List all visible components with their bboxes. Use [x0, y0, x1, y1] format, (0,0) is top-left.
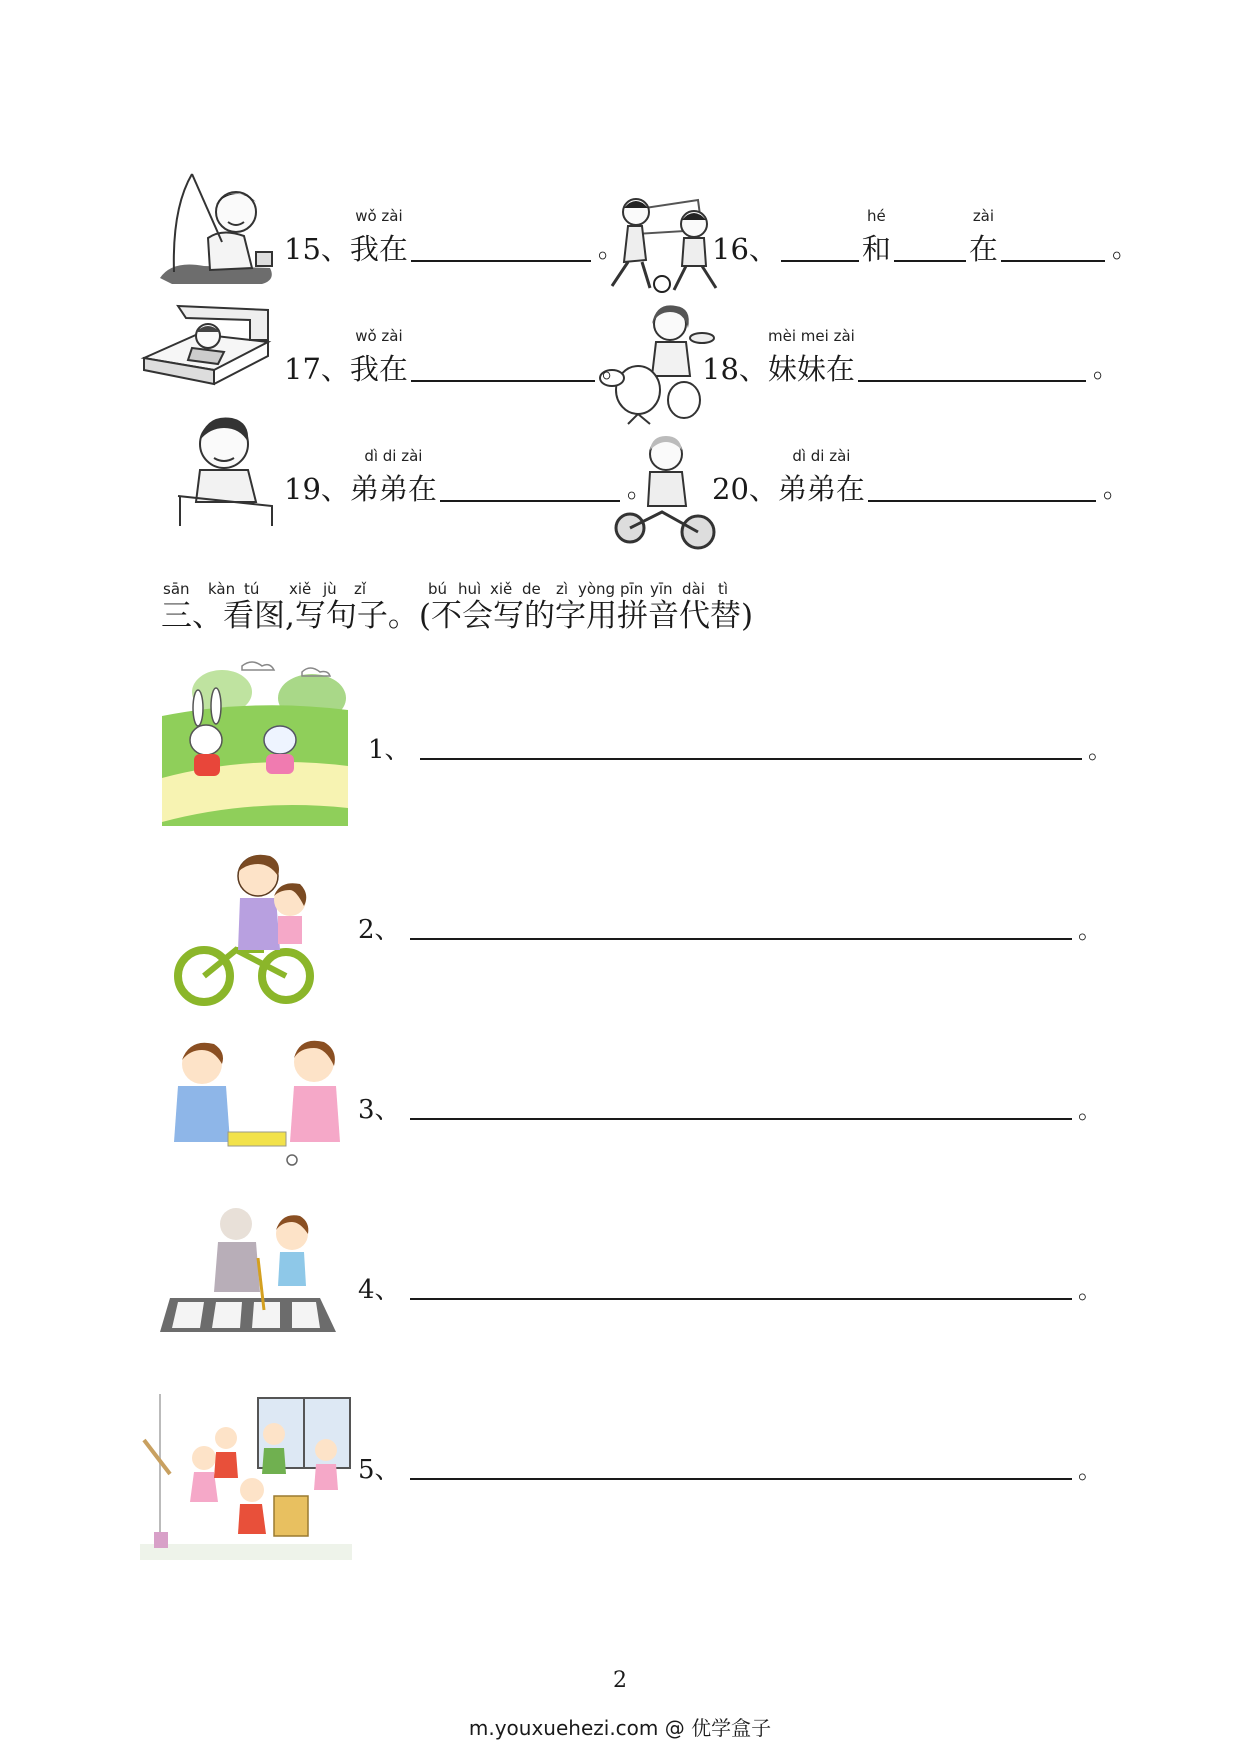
item-number: 17、: [284, 352, 350, 386]
heading-pinyin: sān: [163, 580, 190, 598]
item-prompt: hé 和: [861, 207, 891, 266]
period: 。: [1092, 354, 1119, 384]
fill-in-item-16: [712, 200, 1138, 266]
heading-pinyin: zǐ: [354, 580, 367, 598]
item-pinyin: wǒ zài: [355, 207, 403, 225]
item-pinyin: wǒ zài: [355, 327, 403, 345]
answer-blank[interactable]: [411, 350, 595, 382]
heading-pinyin: xiě: [289, 580, 312, 598]
row-number: 1、: [368, 735, 411, 765]
heading-pinyin: pīn: [620, 580, 644, 598]
period: 。: [626, 474, 653, 504]
heading-pinyin: huì: [458, 580, 482, 598]
period: 。: [597, 234, 624, 264]
item-pinyin: dì di zài: [792, 447, 851, 465]
heading-pinyin: yīn: [650, 580, 673, 598]
item-number: 20、: [712, 472, 778, 506]
item-number: 19、: [284, 472, 350, 506]
rabbit-and-dog-running-illustration: [162, 658, 348, 826]
heading-pinyin: tì: [718, 580, 729, 598]
father-and-daughter-bicycle-illustration: [174, 850, 322, 1012]
row-number: 5、: [358, 1455, 401, 1485]
answer-blank[interactable]: [868, 470, 1096, 502]
item-prompt: dì di zài 弟弟在: [777, 447, 865, 506]
answer-blank[interactable]: [858, 350, 1086, 382]
item-prompt: dì di zài 弟弟在: [349, 447, 437, 506]
item-pinyin: mèi mei zài: [768, 327, 855, 345]
sentence-answer-line[interactable]: [410, 1298, 1072, 1300]
sentence-answer-line[interactable]: [410, 1478, 1072, 1480]
row-number: 3、: [358, 1095, 401, 1125]
period: 。: [1088, 736, 1112, 764]
row-number: 4、: [358, 1275, 401, 1305]
fill-in-item-15: [284, 200, 624, 266]
section-three-heading: 三、看图,写句子。(不会写的字用拼音代替): [161, 598, 754, 634]
sentence-row-5: [358, 1452, 1102, 1486]
fill-in-item-20: [712, 440, 1129, 506]
sentence-row-1: [368, 732, 1112, 766]
children-cleaning-classroom-illustration: [140, 1394, 352, 1560]
item-number: 15、: [284, 232, 350, 266]
period: 。: [601, 354, 628, 384]
sentence-row-3: [358, 1092, 1102, 1126]
heading-pinyin: dài: [682, 580, 705, 598]
item-prompt: wǒ zài 我在: [349, 327, 408, 386]
answer-blank[interactable]: [411, 230, 591, 262]
period: 。: [1078, 1096, 1102, 1124]
page-number: 2: [613, 1668, 627, 1693]
heading-pinyin: bú: [428, 580, 448, 598]
sentence-row-4: [358, 1272, 1102, 1306]
fill-in-item-17: [284, 320, 628, 386]
sentence-answer-line[interactable]: [410, 938, 1072, 940]
row-number: 2、: [358, 915, 401, 945]
sentence-answer-line[interactable]: [410, 1118, 1072, 1120]
sentence-row-2: [358, 912, 1102, 946]
heading-pinyin: kàn: [208, 580, 236, 598]
item-pinyin: dì di zài: [364, 447, 423, 465]
period: 。: [1078, 916, 1102, 944]
period: 。: [1102, 474, 1129, 504]
item-prompt: zài 在: [968, 207, 998, 266]
answer-blank[interactable]: [1001, 230, 1105, 262]
boy-and-girl-playing-chess-illustration: [166, 1038, 346, 1166]
period: 。: [1078, 1456, 1102, 1484]
answer-blank[interactable]: [440, 470, 620, 502]
heading-pinyin: tú: [244, 580, 260, 598]
item-number: 18、: [702, 352, 768, 386]
answer-blank[interactable]: [894, 230, 966, 262]
footer-link[interactable]: m.youxuehezi.com @ 优学盒子: [468, 1716, 772, 1740]
heading-pinyin: yòng: [578, 580, 616, 598]
heading-pinyin: zì: [556, 580, 569, 598]
item-pinyin: zài: [972, 207, 995, 225]
period: 。: [1078, 1276, 1102, 1304]
item-number: 16、: [712, 232, 778, 266]
heading-pinyin: de: [522, 580, 541, 598]
heading-pinyin: jù: [323, 580, 337, 598]
item-prompt: wǒ zài 我在: [349, 207, 408, 266]
period: 。: [1111, 234, 1138, 264]
fill-in-item-19: [284, 440, 653, 506]
heading-pinyin: xiě: [490, 580, 513, 598]
item-pinyin: hé: [867, 207, 886, 225]
item-prompt: mèi mei zài 妹妹在: [767, 327, 855, 386]
sentence-answer-line[interactable]: [420, 758, 1082, 760]
boy-at-desk-illustration: [138, 300, 272, 396]
boy-writing-illustration: [176, 410, 276, 528]
child-helping-grandpa-cross-street-illustration: [160, 1202, 338, 1338]
fill-in-item-18: [702, 320, 1119, 386]
fishing-boy-illustration: [152, 168, 280, 286]
answer-blank[interactable]: [781, 230, 859, 262]
